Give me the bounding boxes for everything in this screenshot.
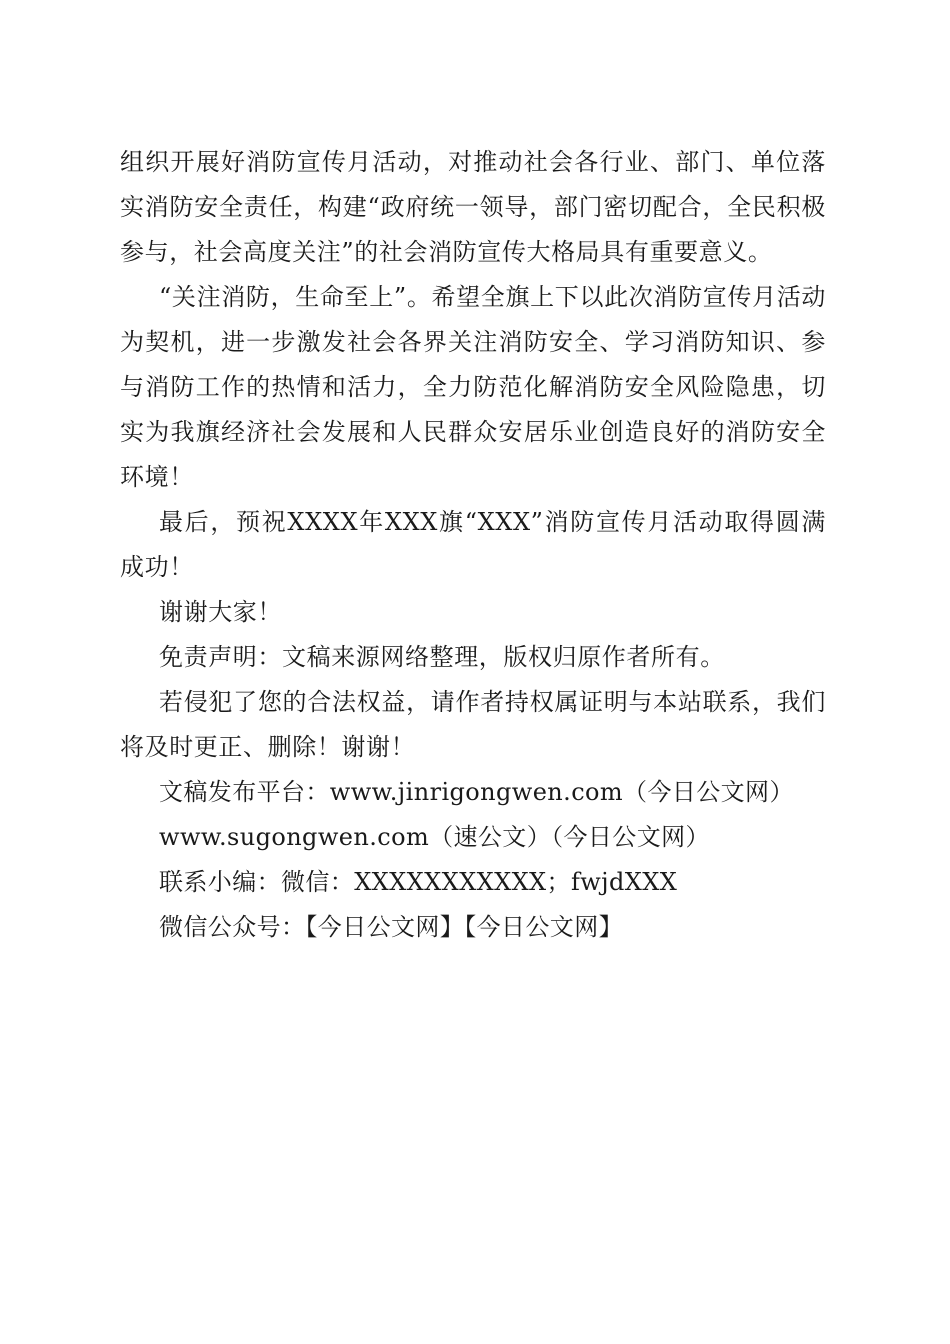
paragraph-slogan-hope: “关注消防，生命至上”。希望全旗上下以此次消防宣传月活动为契机，进一步激发社会各界关注消防安全、学习消防知识、参与消防工作的热情和活力，全力防范化解消防安全风险隐患，切实为我旗经济社会发展和人民群众安居乐业创造良好的消防安全环境！ — [120, 283, 826, 491]
footer-contact-editor: 联系小编：微信：XXXXXXXXXXX；fwjdXXX — [159, 868, 678, 896]
footer-publish-platform: 文稿发布平台：www.jinrigongwen.com（今日公文网） — [159, 778, 794, 806]
paragraph-closing-wish: 最后，预祝XXXX年XXX旗“XXX”消防宣传月活动取得圆满成功！ — [120, 508, 826, 581]
footer-wechat-account: 微信公众号：【今日公文网】【今日公文网】 — [159, 913, 623, 941]
footer-secondary-site: www.sugongwen.com（速公文）（今日公文网） — [159, 823, 710, 851]
paragraph-disclaimer: 免责声明：文稿来源网络整理，版权归原作者所有。 — [159, 643, 725, 671]
paragraph-activity-significance: 组织开展好消防宣传月活动，对推动社会各行业、部门、单位落实消防安全责任，构建“政府统一领导，部门密切配合，全民积极参与，社会高度关注”的社会消防宣传大格局具有重要意义。 — [120, 148, 826, 266]
paragraph-thanks: 谢谢大家！ — [159, 598, 282, 626]
paragraph-infringement-notice: 若侵犯了您的合法权益，请作者持权属证明与本站联系，我们将及时更正、删除！谢谢！ — [120, 688, 826, 761]
document-body — [120, 140, 826, 950]
